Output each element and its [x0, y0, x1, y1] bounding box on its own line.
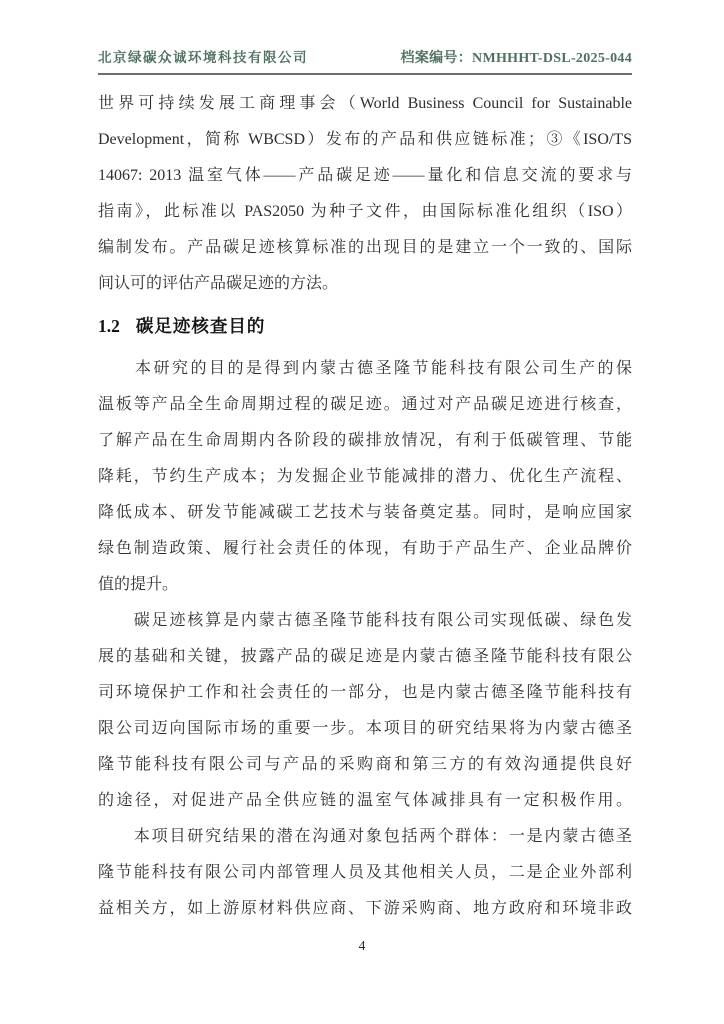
- text-line: 司环境保护工作和社会责任的一部分，也是内蒙古德圣隆节能科技有: [98, 684, 632, 701]
- content-area: [98, 46, 632, 927]
- text-line: 温板等产品全生命周期过程的碳足迹。通过对产品碳足迹进行核查，: [98, 396, 632, 413]
- text-line: 了解产品在生命周期内各阶段的碳排放情况，有利于低碳管理、节能: [98, 432, 632, 449]
- text-line: 间认可的评估产品碳足迹的方法。: [98, 275, 339, 292]
- text-line: 碳足迹核算是内蒙古德圣隆节能科技有限公司实现低碳、绿色发: [98, 612, 632, 629]
- file-number-label: 档案编号：: [400, 51, 473, 66]
- text-line: 降耗，节约生产成本；为发掘企业节能减排的潜力、优化生产流程、: [98, 468, 632, 485]
- paragraph-communication-targets: [98, 819, 632, 927]
- text-line: 限公司迈向国际市场的重要一步。本项目的研究结果将为内蒙古德圣: [98, 720, 632, 737]
- text-line: 编制发布。产品碳足迹核算标准的出现目的是建立一个一致的、国际: [98, 239, 632, 256]
- header-company-name: 北京绿碳众诚环境科技有限公司: [98, 50, 308, 65]
- text-line: 指南》，此标准以 PAS2050 为种子文件，由国际标准化组织（ISO）: [98, 203, 632, 220]
- text-line: 隆节能科技有限公司内部管理人员及其他相关人员，二是企业外部利: [98, 864, 632, 881]
- section-title: 碳足迹核查目的: [135, 316, 266, 336]
- text-line: 世界可持续发展工商理事会（World Business Council for Sustainable: [98, 95, 632, 112]
- text-line: 本项目研究结果的潜在沟通对象包括两个群体：一是内蒙古德圣: [98, 828, 632, 845]
- section-heading-1-2: [98, 308, 632, 345]
- document-body: [98, 86, 632, 927]
- text-line: 隆节能科技有限公司与产品的采购商和第三方的有效沟通提供良好: [98, 756, 632, 773]
- paragraph-standards-continued: [98, 86, 632, 302]
- page-number: 4: [358, 938, 366, 953]
- file-number-value: NMHHHT-DSL-2025-044: [472, 51, 632, 66]
- text-line: 14067: 2013 温室气体——产品碳足迹——量化和信息交流的要求与: [98, 167, 632, 184]
- text-line: 展的基础和关键，披露产品的碳足迹是内蒙古德圣隆节能科技有限公: [98, 648, 632, 665]
- page-header: [98, 46, 632, 66]
- text-line: 值的提升。: [98, 576, 179, 593]
- page-footer: [0, 938, 724, 954]
- paragraph-study-purpose: [98, 351, 632, 603]
- header-file-number: [401, 47, 632, 67]
- text-line: 降低成本、研发节能减碳工艺技术与装备奠定基。同时，是响应国家: [98, 504, 632, 521]
- header-divider: [98, 73, 632, 75]
- paragraph-accounting-significance: [98, 603, 632, 819]
- text-line: 益相关方，如上游原材料供应商、下游采购商、地方政府和环境非政: [98, 900, 632, 917]
- text-line: 本研究的目的是得到内蒙古德圣隆节能科技有限公司生产的保: [98, 360, 632, 377]
- text-line: 的途径，对促进产品全供应链的温室气体减排具有一定积极作用。: [98, 792, 632, 809]
- section-number: 1.2: [98, 316, 120, 336]
- text-line: Development，简称 WBCSD）发布的产品和供应链标准；③《ISO/TS: [98, 131, 632, 148]
- text-line: 绿色制造政策、履行社会责任的体现，有助于产品生产、企业品牌价: [98, 540, 632, 557]
